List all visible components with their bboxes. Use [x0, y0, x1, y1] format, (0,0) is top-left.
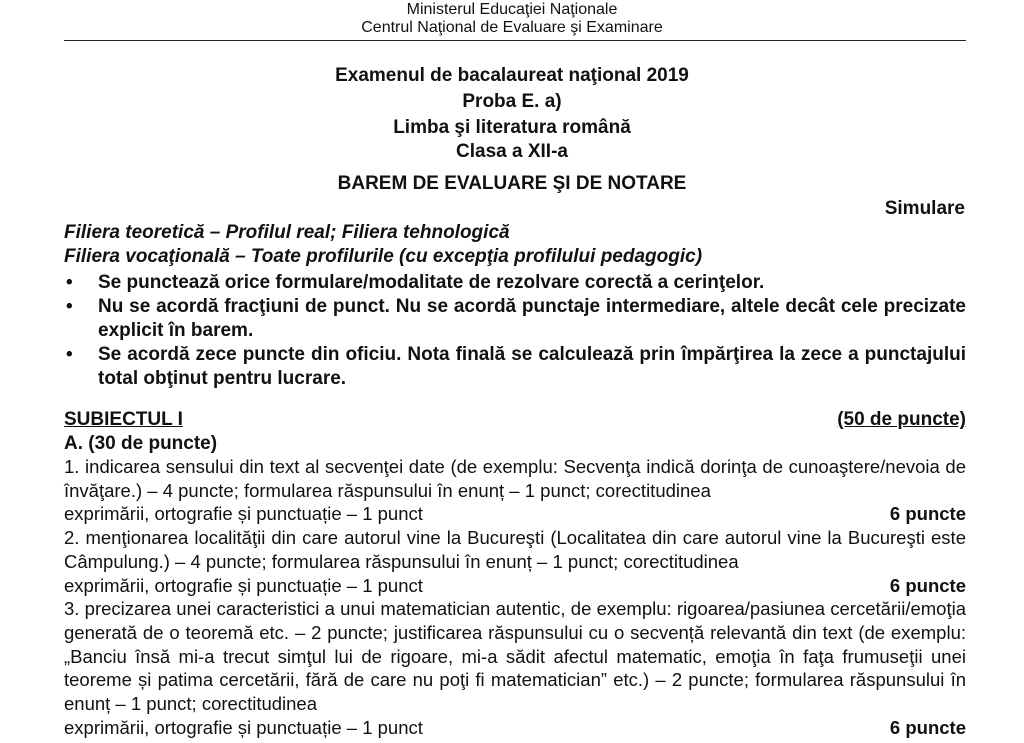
item-text-end: exprimării, ortografie și punctuație – 1 punct: [64, 574, 423, 596]
center-header: Centrul Naţional de Evaluare şi Examinare: [361, 19, 663, 36]
filiera-line-2: Filiera vocaţională – Toate profilurile (cu excepţia profilului pedagogic): [64, 246, 703, 267]
instruction-text: Se acordă zece puncte din oficiu. Nota finală se calculează prin împărţirea la zece a punctajului total obţinut pentru lucrare.: [98, 344, 966, 389]
item-last-line: [64, 716, 966, 740]
subiect-heading: [64, 408, 966, 432]
instruction-item: [64, 343, 966, 391]
instruction-item: [64, 295, 966, 343]
exam-title: Examenul de bacalaureat naţional 2019: [335, 65, 689, 86]
header-divider: [64, 40, 966, 41]
item-text-end: exprimării, ortografie și punctuație – 1 punct: [64, 503, 423, 525]
item-text: 2. menţionarea localităţii din care autorul vine la Bucureşti (Localitatea din care autorul vine la Bucureşti este Câmpulung.) – 4 puncte; formularea răspunsului în enunț – 1 punct; corectitudinea: [64, 527, 966, 572]
item-last-line: [64, 502, 966, 526]
item-text: 3. precizarea unei caracteristici a unui matematician autentic, de exemplu: rigoarea/pasiunea cercetării/emoţia generată de o teoremă etc. – 2 puncte; justificarea răspunsului cu o secvență relevantă din text (de exemplu: „Banciu însă mi-a trecut simţul lui de rigoare, mi-a sădit afectul matematic, emoţia în faţa frumuseţii unei teoreme și patima cercetării, fără de care nu poţi fi matematician” etc.) – 2 puncte; formularea răspunsului în enunț – 1 punct; corectitudinea: [64, 598, 966, 715]
section-a-heading: A. (30 de puncte): [64, 433, 218, 454]
item-points: 6 puncte: [889, 574, 966, 596]
ministry-header: Ministerul Educaţiei Naţionale: [406, 1, 618, 18]
instruction-text: Se punctează orice formulare/modalitate de rezolvare corectă a cerinţelor.: [98, 272, 765, 293]
instruction-item: [64, 271, 966, 295]
instruction-text: Nu se acordă fracţiuni de punct. Nu se acordă punctaje intermediare, altele decât cele precizate explicit în barem.: [98, 296, 966, 341]
proba-title: Proba E. a): [462, 91, 562, 112]
instructions-list: [64, 271, 966, 391]
item-points: 6 puncte: [889, 503, 966, 525]
grade-title: Clasa a XII-a: [456, 141, 568, 162]
subiect-title: SUBIECTUL I: [64, 409, 183, 430]
list-item: [64, 526, 966, 597]
subject-title: Limba şi literatura română: [393, 117, 631, 138]
list-item: [64, 597, 966, 739]
simulare-label: Simulare: [884, 198, 965, 219]
item-text-end: exprimării, ortografie și punctuație – 1 punct: [64, 716, 423, 738]
item-last-line: [64, 574, 966, 598]
bullet-icon: •: [66, 344, 73, 365]
bullet-icon: •: [66, 272, 73, 293]
filiera-line-1: Filiera teoretică – Profilul real; Filiera tehnologică: [64, 222, 510, 243]
list-item: [64, 455, 966, 526]
subiect-points: (50 de puncte): [837, 409, 966, 430]
item-text: 1. indicarea sensului din text al secvenţei date (de exemplu: Secvenţa indică dorinţa de cunoaştere/nevoia de învăţare.) – 4 puncte; formularea răspunsului în enunț – 1 punct; corectitudinea: [64, 456, 966, 501]
items-list: [64, 455, 966, 739]
barem-title: BAREM DE EVALUARE ŞI DE NOTARE: [337, 173, 687, 194]
item-points: 6 puncte: [889, 716, 966, 738]
bullet-icon: •: [66, 296, 73, 317]
